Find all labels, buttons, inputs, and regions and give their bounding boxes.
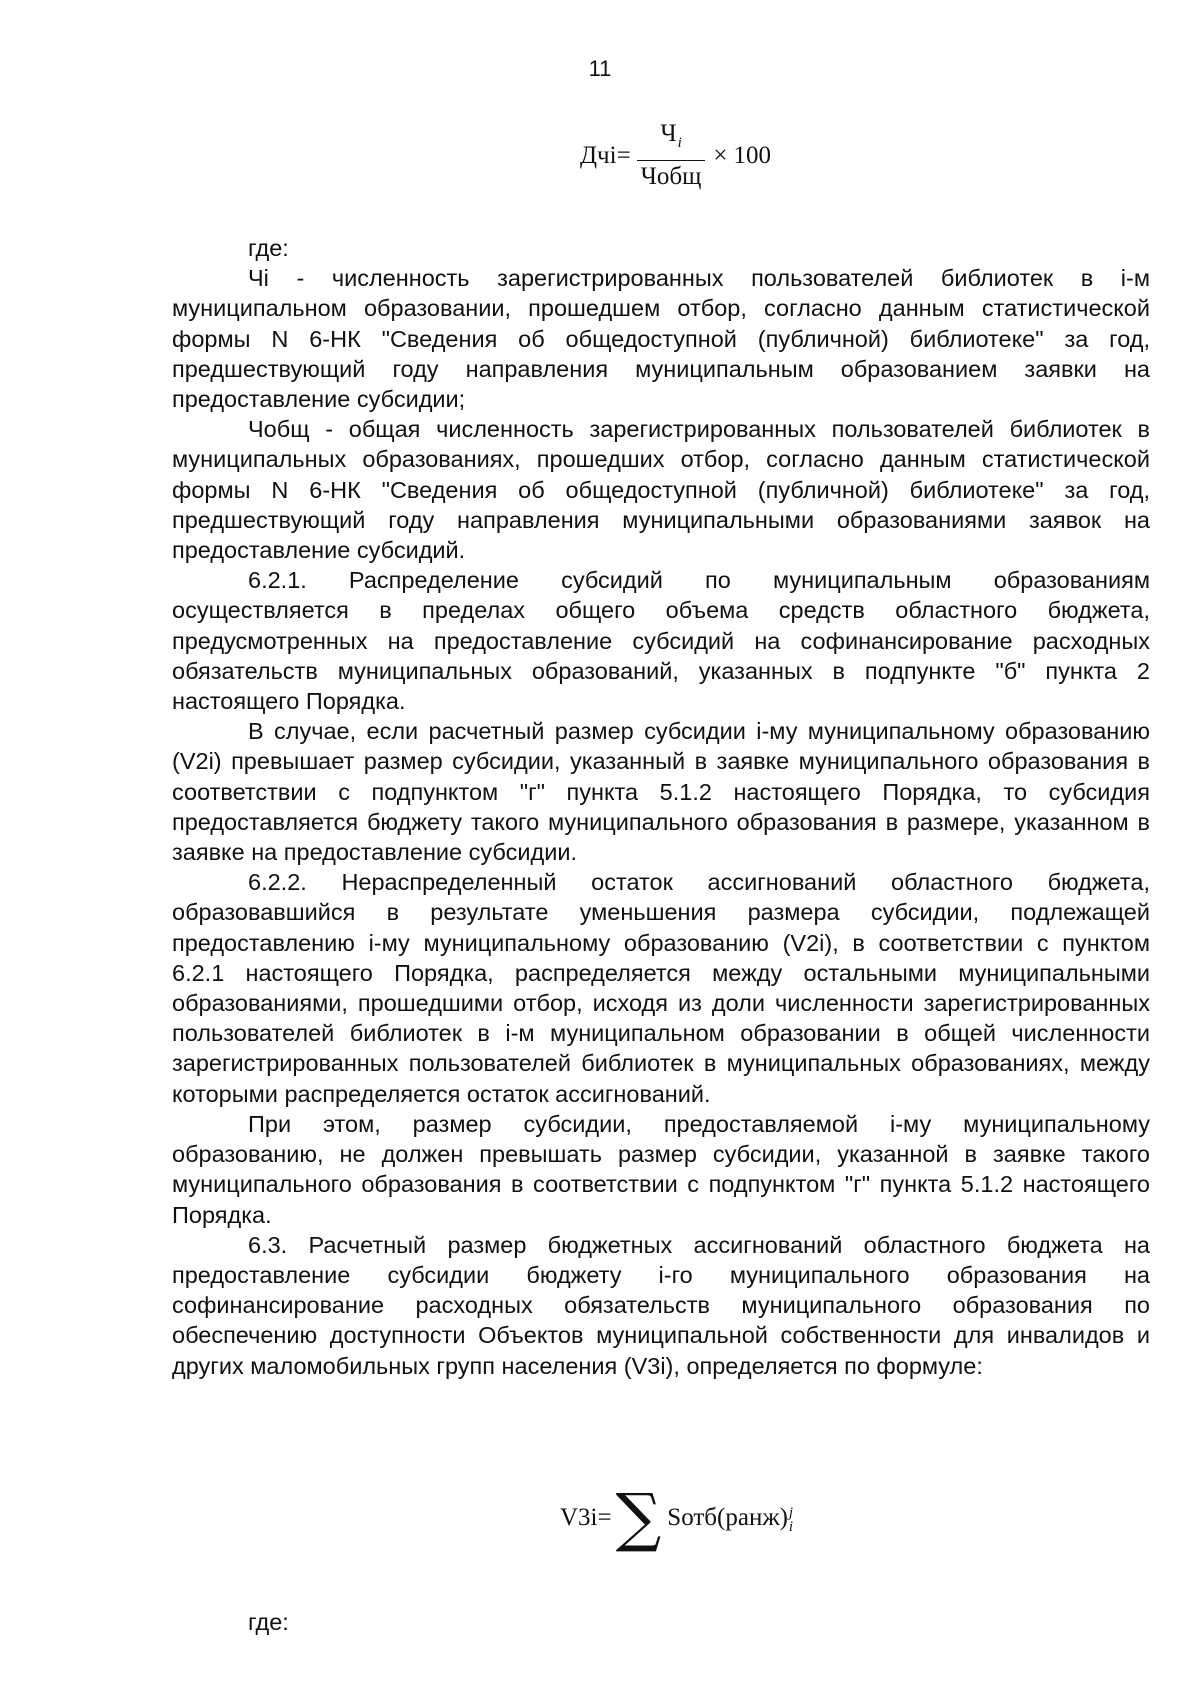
formula-lhs: V3i= [560, 1504, 612, 1531]
formula-lhs: Дчі= [580, 141, 631, 169]
page-number: 11 [588, 56, 612, 81]
numerator-subscript: i [677, 135, 682, 151]
formula-multiplier: 100 [733, 141, 771, 169]
paragraph-6-2-1: 6.2.1. Распределение субсидий по муниципальным образованиям осуществляется в пределах общего объема средств областного бюджета, предусмотренных на предоставление субсидий на софинансирование расходных обязательств муниципальных образований, указанных в подпункте "б" пункта 2 настоящего Порядка. [172, 567, 1150, 715]
paragraph-where-bottom: где: [248, 1609, 289, 1635]
term-subscript: i [788, 1519, 794, 1535]
term-superscript: j [788, 1505, 794, 1521]
paragraph-chobsch-definition: Чобщ - общая численность зарегистрированных пользователей библиотек в муниципальных образованиях, прошедших отбор, согласно данным статистической формы N 6-НК "Сведения об общедоступной (публичной) библиотеке" за год, предшествующий году направления муниципальными образованиями заявок на предоставление субсидий. [172, 416, 1150, 564]
formula-fraction [637, 120, 706, 191]
fraction-denominator: Чобщ [637, 160, 706, 191]
sum-sign: ∑ [615, 1481, 662, 1555]
paragraph-6-2-2: 6.2.2. Нераспределенный остаток ассигнований областного бюджета, образовавшийся в результате уменьшения размера субсидии, подлежащей предоставлению і-му муниципальному образованию (V2і), в соответствии с пунктом 6.2.1 настоящего Порядка, распределяется между остальными муниципальными образованиями, прошедшими отбор, исходя из доли численности зарегистрированных пользователей библиотек в і-м муниципальном образовании в общей численности зарегистрированных пользователей библиотек в муниципальных образованиях, между которыми распределяется остаток ассигнований. [172, 869, 1150, 1107]
formula-share-of-users [580, 120, 771, 191]
fraction-numerator: $Ч_i$ [660, 120, 682, 151]
multiply-sign: × [713, 141, 728, 169]
term-indices [789, 1506, 793, 1534]
paragraph-where: где: [248, 235, 289, 261]
paragraph-case: В случае, если расчетный размер субсидии і-му муниципальному образованию (V2і) превышает размер субсидии, указанный в заявке муниципального образования в соответствии с подпунктом "г" пункта 5.1.2 настоящего Порядка, то субсидия предоставляется бюджету такого муниципального образования в размере, указанном в заявке на предоставление субсидии. [172, 718, 1150, 866]
paragraph-limit: При этом, размер субсидии, предоставляемой і-му муниципальному образованию, не должен превышать размер субсидии, указанной в заявке такого муниципального образования в соответствии с подпунктом "г" пункта 5.1.2 настоящего Порядка. [172, 1110, 1150, 1228]
formula-v3i [560, 1481, 794, 1555]
formula-term: Sотб(ранж) [667, 1504, 788, 1531]
body-text [172, 233, 1150, 1381]
paragraph-6-3: 6.3. Расчетный размер бюджетных ассигнований областного бюджета на предоставление субсидии бюджету і-го муниципального образования на софинансирование расходных обязательств муниципального образования по обеспечению доступности Объектов муниципальной собственности для инвалидов и других маломобильных групп населения (V3і), определяется по формуле: [172, 1231, 1150, 1379]
paragraph-chi-definition: Чі - численность зарегистрированных пользователей библиотек в і-м муниципальном образовании, прошедшем отбор, согласно данным статистической формы N 6-НК "Сведения об общедоступной (публичной) библиотеке" за год, предшествующий году направления муниципальным образованием заявки на предоставление субсидии; [172, 265, 1150, 413]
